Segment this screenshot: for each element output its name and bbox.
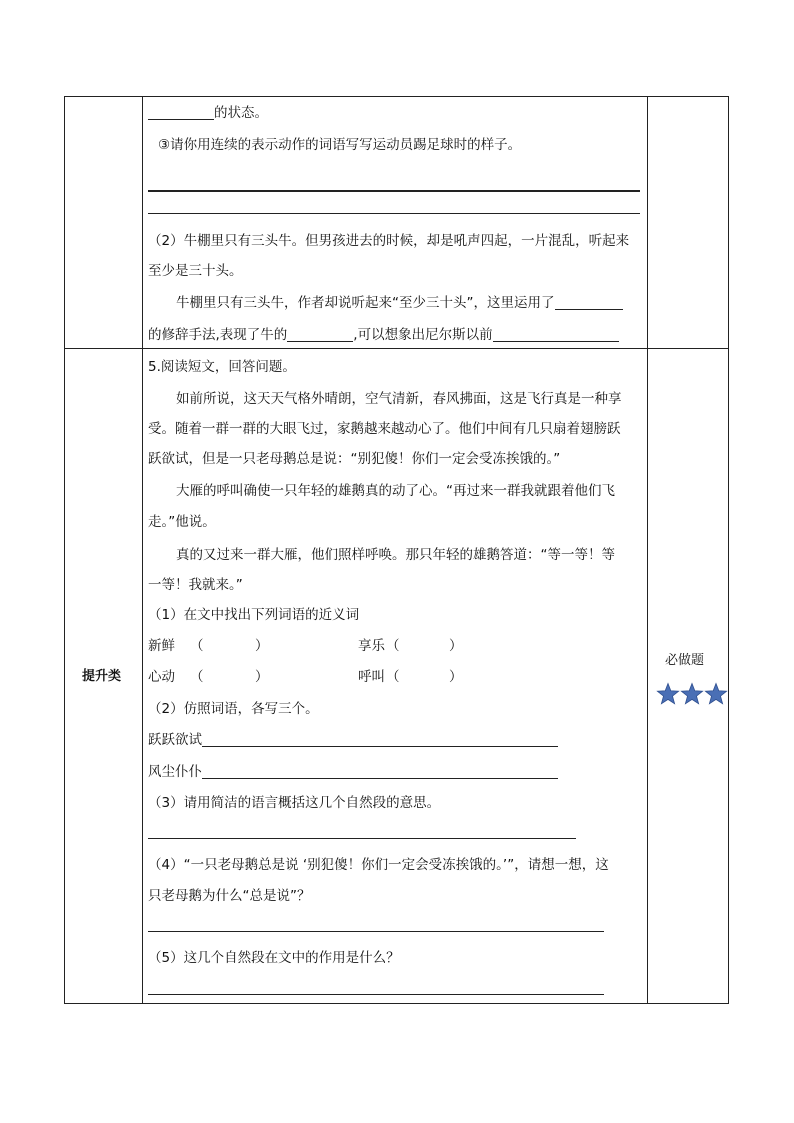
question-2-line4: 的修辞手法,表现了牛的 ,可以想象出尼尔斯以前 — [148, 326, 619, 344]
passage-line: 走。”他说。 — [148, 514, 216, 530]
row-divider — [65, 348, 728, 349]
star-icon — [656, 682, 680, 706]
answer-blank[interactable] — [555, 295, 623, 310]
paren-close: ） — [255, 669, 269, 685]
paren-open: （ — [386, 638, 400, 654]
paren-open: （ — [190, 638, 204, 654]
passage-line: 跃欲试，但是一只老母鹅总是说：“别犯傻！你们一定会受冻挨饿的。” — [148, 451, 561, 467]
synonym-word: 呼叫 — [358, 669, 385, 685]
question-2-line1: （2）牛棚里只有三头牛。但男孩进去的时候，却是吼声四起，一片混乱，听起来 — [148, 233, 630, 249]
answer-blank[interactable] — [148, 105, 214, 120]
passage-line: 一等！我就来。” — [148, 577, 243, 593]
passage-line: 真的又过来一群大雁，他们照样呼唤。那只年轻的雄鹅答道：“等一等！等 — [176, 547, 615, 563]
paren-open: （ — [386, 669, 400, 685]
sub-question-5: （5）这几个自然段在文中的作用是什么？ — [148, 950, 400, 966]
sub-question-4-line1: （4）“一只老母鹅总是说 ‘别犯傻！你们一定会受冻挨饿的。’”，请想一想，这 — [148, 857, 609, 873]
answer-line[interactable] — [148, 838, 576, 839]
sub-question-3: （3）请用简洁的语言概括这几个自然段的意思。 — [148, 795, 441, 811]
question-2-line2: 至少是三十头。 — [148, 263, 243, 279]
answer-blank[interactable] — [202, 732, 558, 747]
difficulty-stars — [656, 682, 728, 706]
answer-line[interactable] — [148, 190, 640, 192]
column-divider — [142, 97, 143, 1003]
passage-line: 如前所说，这天天气格外晴朗，空气清新，春风拂面，这是飞行真是一种享 — [176, 391, 622, 407]
answer-blank[interactable] — [287, 327, 353, 342]
answer-blank[interactable] — [493, 327, 619, 342]
category-label: 提升类 — [82, 669, 122, 684]
synonym-word: 新鲜 — [148, 638, 175, 654]
star-icon — [680, 682, 704, 706]
sub-question-2: （2）仿照词语，各写三个。 — [148, 701, 319, 717]
synonym-word: 心动 — [148, 669, 175, 685]
column-divider — [647, 97, 648, 1003]
paren-close: ） — [449, 638, 463, 654]
star-icon — [704, 682, 728, 706]
paren-close: ） — [255, 638, 269, 654]
state-line: 的状态。 — [148, 104, 268, 122]
required-note: 必做题 — [665, 653, 705, 668]
example-word: 跃跃欲试 — [148, 731, 558, 749]
answer-blank[interactable] — [202, 764, 558, 779]
paren-open: （ — [190, 669, 204, 685]
answer-line[interactable] — [148, 213, 640, 214]
sub-question-1: （1）在文中找出下列词语的近义词 — [148, 607, 360, 623]
question-3: ③请你用连续的表示动作的词语写写运动员踢足球时的样子。 — [158, 137, 522, 153]
example-word: 风尘仆仆 — [148, 763, 558, 781]
sub-question-4-line2: 只老母鹅为什么“总是说”？ — [148, 888, 311, 904]
answer-line[interactable] — [148, 931, 604, 932]
answer-line[interactable] — [148, 994, 604, 995]
passage-line: 受。随着一群一群的大眼飞过，家鹅越来越动心了。他们中间有几只扇着翅膀跃 — [148, 421, 621, 437]
question-5-title: 5.阅读短文，回答问题。 — [148, 359, 296, 375]
synonym-word: 享乐 — [358, 638, 385, 654]
question-2-line3: 牛棚里只有三头牛，作者却说听起来“至少三十头”，这里运用了 — [176, 294, 623, 312]
paren-close: ） — [449, 669, 463, 685]
passage-line: 大雁的呼叫确使一只年轻的雄鹅真的动了心。“再过来一群我就跟着他们飞 — [176, 483, 615, 499]
